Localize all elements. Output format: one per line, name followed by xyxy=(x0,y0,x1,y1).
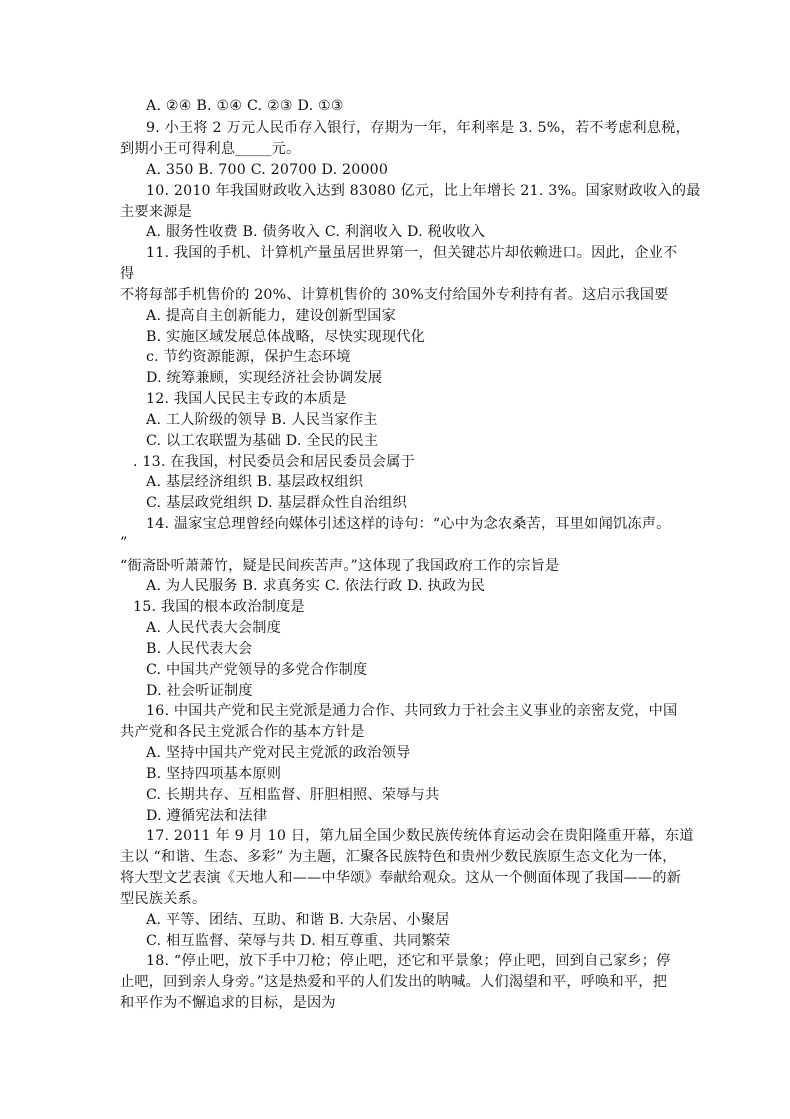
q18-stem: 18. “停止吧，放下手中刀枪；停止吧，还它和平景象；停止吧，回到自己家乡；停 xyxy=(146,953,671,969)
q9-options: A. 350 B. 700 C. 20700 D. 20000 xyxy=(146,162,389,178)
q9-stem-cont: 到期小王可得利息_____元。 xyxy=(120,141,301,157)
q16-option-a: A. 坚持中国共产党对民主党派的政治领导 xyxy=(146,745,411,761)
q10-stem: 10. 2010 年我国财政收入达到 83080 亿元，比上年增长 21. 3%。国家财政收入的最 xyxy=(146,183,701,199)
q13-options-cd: C. 基层政党组织 D. 基层群众性自治组织 xyxy=(146,495,407,511)
q16-option-b: B. 坚持四项基本原则 xyxy=(146,766,282,782)
q17-options-ab: A. 平等、团结、互助、和谐 B. 大杂居、小聚居 xyxy=(146,912,450,928)
q13-stem: . 13. 在我国，村民委员会和居民委员会属于 xyxy=(133,454,415,470)
q14-stem-wrap: ” xyxy=(120,535,128,551)
q11-option-d: D. 统筹兼顾，实现经济社会协调发展 xyxy=(146,370,383,386)
q15-option-c: C. 中国共产党领导的多党合作制度 xyxy=(146,662,368,678)
q16-option-c: C. 长期共存、互相监督、肝胆相照、荣辱与共 xyxy=(146,787,440,803)
q18-stem-cont-2: 和平作为不懈追求的目标，是因为 xyxy=(120,995,336,1011)
q14-options: A. 为人民服务 B. 求真务实 C. 依法行政 D. 执政为民 xyxy=(146,578,486,594)
q14-stem: 14. 温家宝总理曾经向媒体引述这样的诗句：“心中为念农桑苦，耳里如闻饥冻声。 xyxy=(146,516,671,532)
q14-stem-cont: “衙斋卧听萧萧竹，疑是民间疾苦声。”这体现了我国政府工作的宗旨是 xyxy=(120,558,560,574)
q11-stem-cont: 不将每部手机售价的 20%、计算机售价的 30%支付给国外专利持有者。这启示我国要 xyxy=(120,287,669,303)
q15-option-d: D. 社会听证制度 xyxy=(146,683,253,699)
q16-stem: 16. 中国共产党和民主党派是通力合作、共同致力于社会主义事业的亲密友党，中国 xyxy=(146,703,678,719)
q15-option-b: B. 人民代表大会 xyxy=(146,641,253,657)
q17-stem-cont-1: 主以 “和谐、生态、多彩” 为主题，汇聚各民族特色和贵州少数民族原生态文化为一体， xyxy=(120,849,677,865)
q17-options-cd: C. 相互监督、荣辱与共 D. 相互尊重、共同繁荣 xyxy=(146,933,451,949)
q15-option-a: A. 人民代表大会制度 xyxy=(146,620,281,636)
q16-stem-cont: 共产党和各民主党派合作的基本方针是 xyxy=(120,724,365,740)
q11-stem: 11. 我国的手机、计算机产量虽居世界第一，但关键芯片却依赖进口。因此，企业不 xyxy=(146,245,678,261)
q12-stem: 12. 我国人民民主专政的本质是 xyxy=(146,391,347,407)
q12-options-cd: C. 以工农联盟为基础 D. 全民的民主 xyxy=(146,433,379,449)
q11-option-b: B. 实施区域发展总体战略，尽快实现现代化 xyxy=(146,329,426,345)
q13-options-ab: A. 基层经济组织 B. 基层政权组织 xyxy=(146,474,364,490)
q10-stem-cont: 主要来源是 xyxy=(120,204,192,220)
q17-stem-cont-2: 将大型文艺表演《天地人和——中华颂》奉献给观众。这从一个侧面体现了我国——的新 xyxy=(120,870,682,886)
q11-option-c: c. 节约资源能源，保护生态环境 xyxy=(146,349,351,365)
q8-options: A. ②④ B. ①④ C. ②③ D. ①③ xyxy=(146,98,344,114)
q17-stem-cont-3: 型民族关系。 xyxy=(120,891,207,907)
q12-options-ab: A. 工人阶级的领导 B. 人民当家作主 xyxy=(146,412,378,428)
q10-options: A. 服务性收费 B. 债务收入 C. 利润收入 D. 税收收入 xyxy=(146,224,486,240)
q9-stem: 9. 小王将 2 万元人民币存入银行，存期为一年，年利率是 3. 5%，若不考虑利息税， xyxy=(146,120,690,136)
q17-stem: 17. 2011 年 9 月 10 日，第九届全国少数民族传统体育运动会在贵阳隆重开幕，东道 xyxy=(146,828,694,844)
q15-stem: 15. 我国的根本政治制度是 xyxy=(133,599,305,615)
q16-option-d: D. 遵循宪法和法律 xyxy=(146,808,268,824)
q11-option-a: A. 提高自主创新能力，建设创新型国家 xyxy=(146,308,397,324)
q18-stem-cont-1: 止吧，回到亲人身旁。”这是热爱和平的人们发出的呐喊。人们渴望和平，呼唤和平，把 xyxy=(120,974,668,990)
q11-stem-wrap: 得 xyxy=(120,266,135,282)
